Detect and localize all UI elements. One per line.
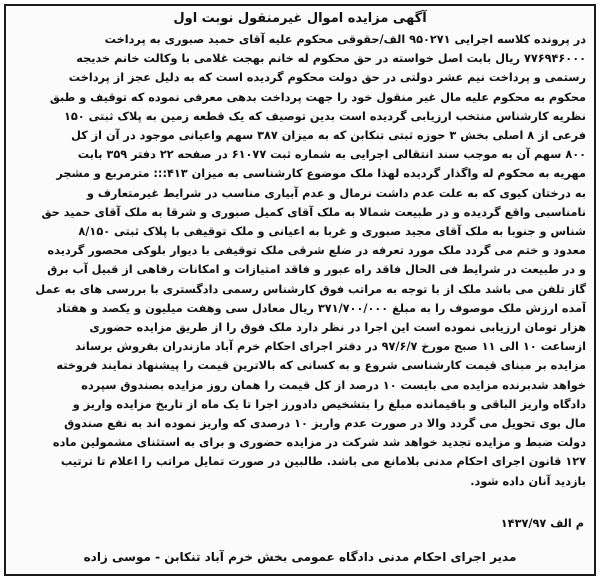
notice-line-19: خواهد شدبرنده مزایده می بایست ۱۰ درصد از کل قیمت را همان روز مزایده بصندوق سپرده bbox=[81, 378, 586, 392]
notice-line-15: آمده ارزش ملک موصوف را به مبلغ ۳۷۱/۷۰۰/۰۰۰ ریال معادل سی وهفت میلیون و یکصد و هفتاد bbox=[56, 301, 586, 315]
signature-line: مدیر اجرای احکام مدنی دادگاه عمومی بخش خرم آباد تنکابن - موسی زاده bbox=[83, 550, 517, 564]
notice-line-18: مزایده بر مبنای قیمت کارشناسی شروع و به کسانی که بالاترین قیمت را پیشنهاد نمایند فروخته bbox=[56, 359, 586, 373]
notice-line-8: مهریه به محکوم له واگذار گردیده لهذا ملک موضوع کارشناسی به میزان ۴۱۳::: مترمربع و مشجر bbox=[56, 167, 586, 181]
notice-title: آگهی مزایده اموال غیرمنقول نوبت اول bbox=[173, 11, 427, 26]
notice-line-6: فرعی از ۸ اصلی بخش ۳ حوزه ثبتی تنکابن که به میزان ۳۸۷ سهم واعیانی موجود در آن از کل bbox=[71, 129, 586, 143]
notice-line-3: رستمی و پرداخت نیم عشر دولتی در حق دولت محکوم گردیده است که به دلیل عجز از پرداخت bbox=[68, 71, 586, 85]
notice-line-13: و در طبیعت در شرایط فی الحال فاقد راه عبور و فاقد امتیازات و امکانات رفاهی از قبیل آب برق bbox=[47, 263, 586, 277]
notice-line-2: ۷۷۶۹۴۶۰۰۰ ریال بابت اصل خواسته در حق محکوم له خانم بهجت غلامی با وکالت خانم خدیجه bbox=[76, 52, 586, 66]
notice-line-11: شناس و جنوبا به ملک آقای مجید صبوری و غربا به اعیانی و ملک توقیفی با پلاک ثبتی ۸/۱۵۰ bbox=[78, 225, 586, 239]
notice-body bbox=[14, 30, 586, 491]
notice-line-22: دولت ضبط و مزایده تجدید خواهد شد شرکت در مزایده حضوری و برای به استثنای مشمولین ماده bbox=[52, 436, 586, 450]
notice-line-7: ۸۰۰ سهم آن به موجب سند انتقالی اجرایی به شماره ثبت ۶۱۰۷۷ در صفحه ۲۲ دفتر ۳۵۹ بابت bbox=[77, 148, 586, 162]
notice-line-16: هزار تومان ارزیابی نموده است این اجرا در نظر دارد ملک فوق را از طریق مزایده حضوری bbox=[89, 321, 586, 335]
reference-number: م الف ۱۴۳۷/۹۷ bbox=[500, 517, 584, 530]
notice-line-14: گاز تلفن می باشد ملک از با توجه به مراتب فوق کارشناس رسمی دادگستری با بررسی های به عمل bbox=[35, 282, 586, 296]
notice-line-21: مال بوی تحویل می گردد والا در صورت عدم واریز ۱۰ درصدی که واریز نموده اند به نفع صندوق bbox=[64, 417, 586, 431]
notice-line-12: معدود و ختم می گردد ملک مورد تعرفه در ضلع شرقی ملک توقیفی با دیوار بلوکی محصور گردیده bbox=[47, 244, 586, 258]
notice-line-4: محکوم به محکوم علیه مال غیر منقول خود را جهت پرداخت بدهی معرفی نموده که توقیف و طبق bbox=[49, 90, 586, 104]
notice-line-24: بازدید آنان داده شود. bbox=[470, 474, 586, 488]
notice-line-17: ازساعت ۱۰ الی ۱۱ صبح مورخ ۹۷/۶/۷ در دفتر اجرای احکام خرم آباد مازندران بفروش برساند bbox=[75, 340, 586, 354]
notice-line-10: نامناسبی واقع گردیده و در طبیعت شمالا به ملک آقای کمیل صبوری و شرقا به ملک آقای حمید حق bbox=[41, 205, 586, 219]
notice-line-1: در پرونده کلاسه اجرایی ۹۵۰۲۷۱ الف/حقوقی محکوم علیه آقای حمید صبوری به پرداخت bbox=[104, 33, 586, 46]
notice-line-9: به درختان کیوی که به علت عدم داشت نرمال و عدم آبیاری مناسب در شرایط غیرمتعارف و bbox=[86, 186, 586, 200]
notice-line-20: دادگاه واریز الباقی و باقیمانده مبلغ را بتشخیص دادورز اجرا تا یک ماه از تاریخ مزایده واریز و bbox=[72, 397, 586, 411]
notice-frame bbox=[4, 4, 596, 576]
notice-line-5: نظریه کارشناس منتخب ارزیابی گردیده است بدین توصیف که یک قطعه زمین به پلاک ثبتی ۱۵۰ bbox=[63, 109, 586, 123]
notice-line-23: ۱۲۷ قانون اجرای احکام مدنی بلامانع می باشد. طالبین در صورت تمایل مراتب را اعلام تا ترتیب bbox=[60, 455, 586, 469]
